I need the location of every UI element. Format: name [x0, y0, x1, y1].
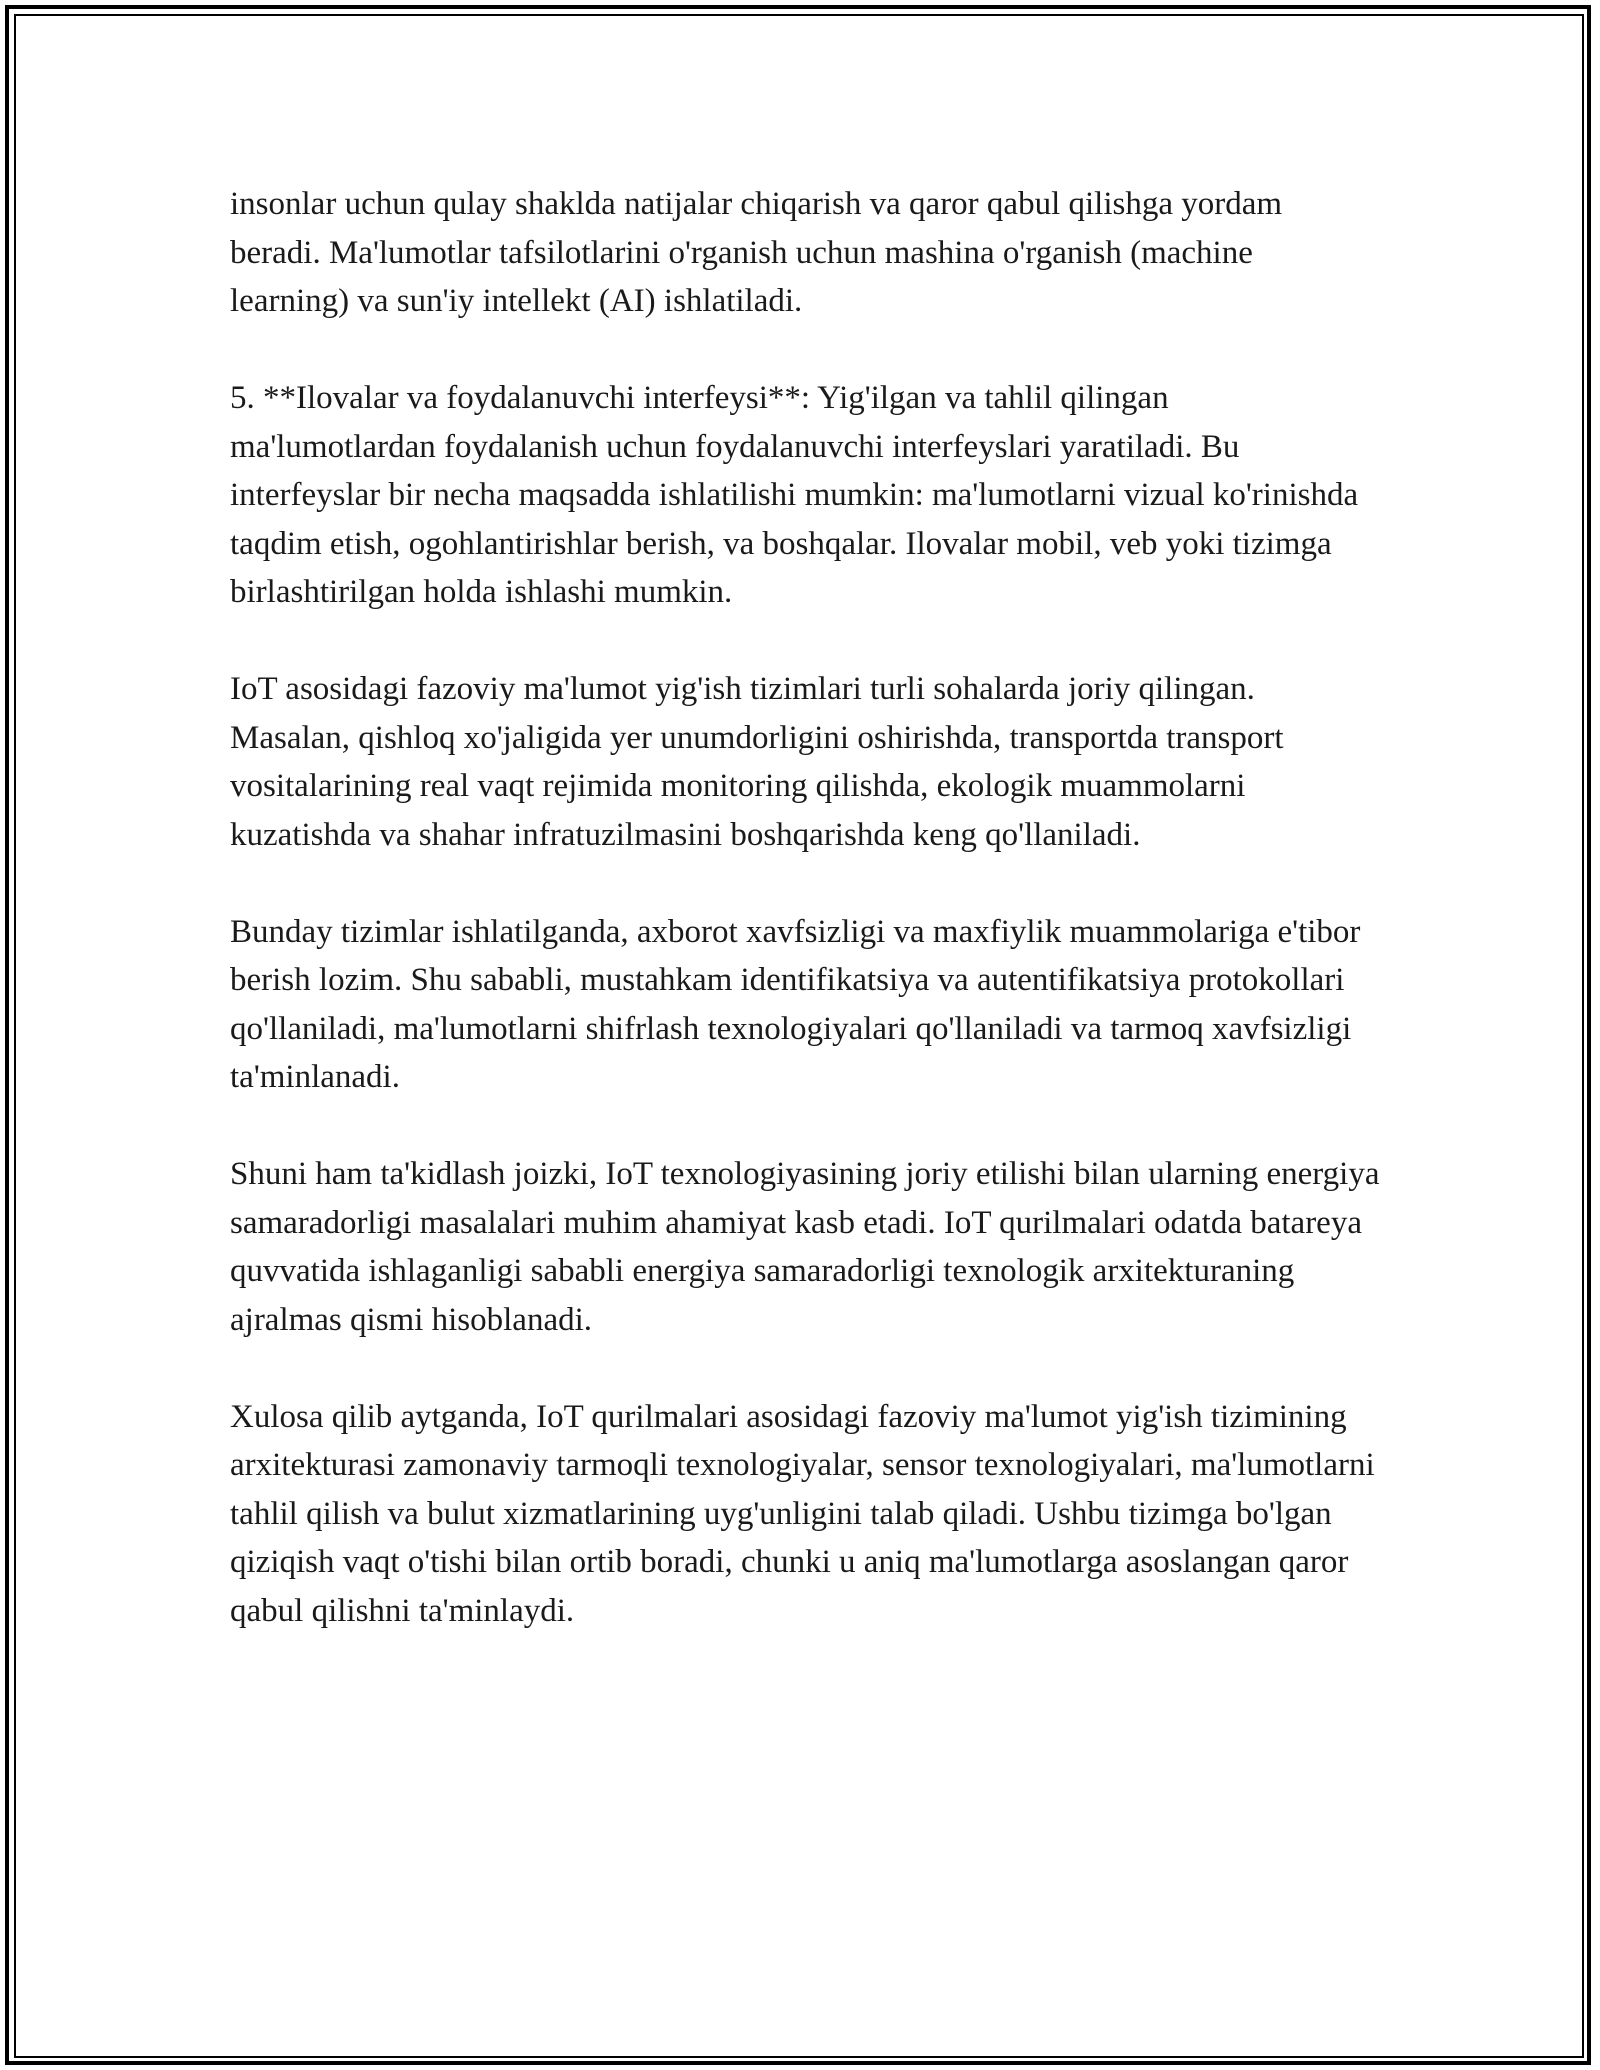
- paragraph-conclusion: Xulosa qilib aytganda, IoT qurilmalari asosidagi fazoviy ma'lumot yig'ish tizimining arxitekturasi zamonaviy tarmoqli texnologiyalar, sensor texnologiyalari, ma'lumotlarni tahlil qilish va bulut xizmatlarining uyg'unligini talab qiladi. Ushbu tizimga bo'lgan qiziqish vaqt o'tishi bilan ortib boradi, chunki u aniq ma'lumotlarga asoslangan qaror qabul qilishni ta'minlaydi.: [230, 1398, 1375, 1629]
- paragraph-applications-ui: 5. **Ilovalar va foydalanuvchi interfeysi**: Yig'ilgan va tahlil qilingan ma'lumotlardan foydalanish uchun foydalanuvchi interfeyslari yaratiladi. Bu interfeyslar bir necha maqsadda ishlatilishi mumkin: ma'lumotlarni vizual ko'rinishda taqdim etish, ogohlantirishlar berish, va boshqalar. Ilovalar mobil, veb yoki tizimga birlashtirilgan holda ishlashi mumkin.: [230, 380, 1359, 610]
- paragraph-iot-usage: IoT asosidagi fazoviy ma'lumot yig'ish tizimlari turli sohalarda joriy qilingan. Masalan, qishloq xo'jaligida yer unumdorligini oshirishda, transportda transport vositalarining real vaqt rejimida monitoring qilishda, ekologik muammolarni kuzatishda va shahar infratuzilmasini boshqarishda keng qo'llaniladi.: [230, 671, 1284, 853]
- paragraph-continuation: insonlar uchun qulay shaklda natijalar chiqarish va qaror qabul qilishga yordam beradi. Ma'lumotlar tafsilotlarini o'rganish uchun mashina o'rganish (machine learning) va sun'iy intellekt (AI) ishlatiladi.: [230, 186, 1283, 319]
- paragraph-energy-efficiency: Shuni ham ta'kidlash joizki, IoT texnologiyasining joriy etilishi bilan ularning energiya samaradorligi masalalari muhim ahamiyat kasb etadi. IoT qurilmalari odatda batareya quvvatida ishlaganligi sababli energiya samaradorligi texnologik arxitekturaning ajralmas qismi hisoblanadi.: [230, 1156, 1380, 1338]
- paragraph-security: Bunday tizimlar ishlatilganda, axborot xavfsizligi va maxfiylik muammolariga e'tibor berish lozim. Shu sababli, mustahkam identifikatsiya va autentifikatsiya protokollari qo'llaniladi, ma'lumotlarni shifrlash texnologiyalari qo'llaniladi va tarmoq xavfsizligi ta'minlanadi.: [230, 913, 1361, 1095]
- document-body: [230, 180, 1380, 1684]
